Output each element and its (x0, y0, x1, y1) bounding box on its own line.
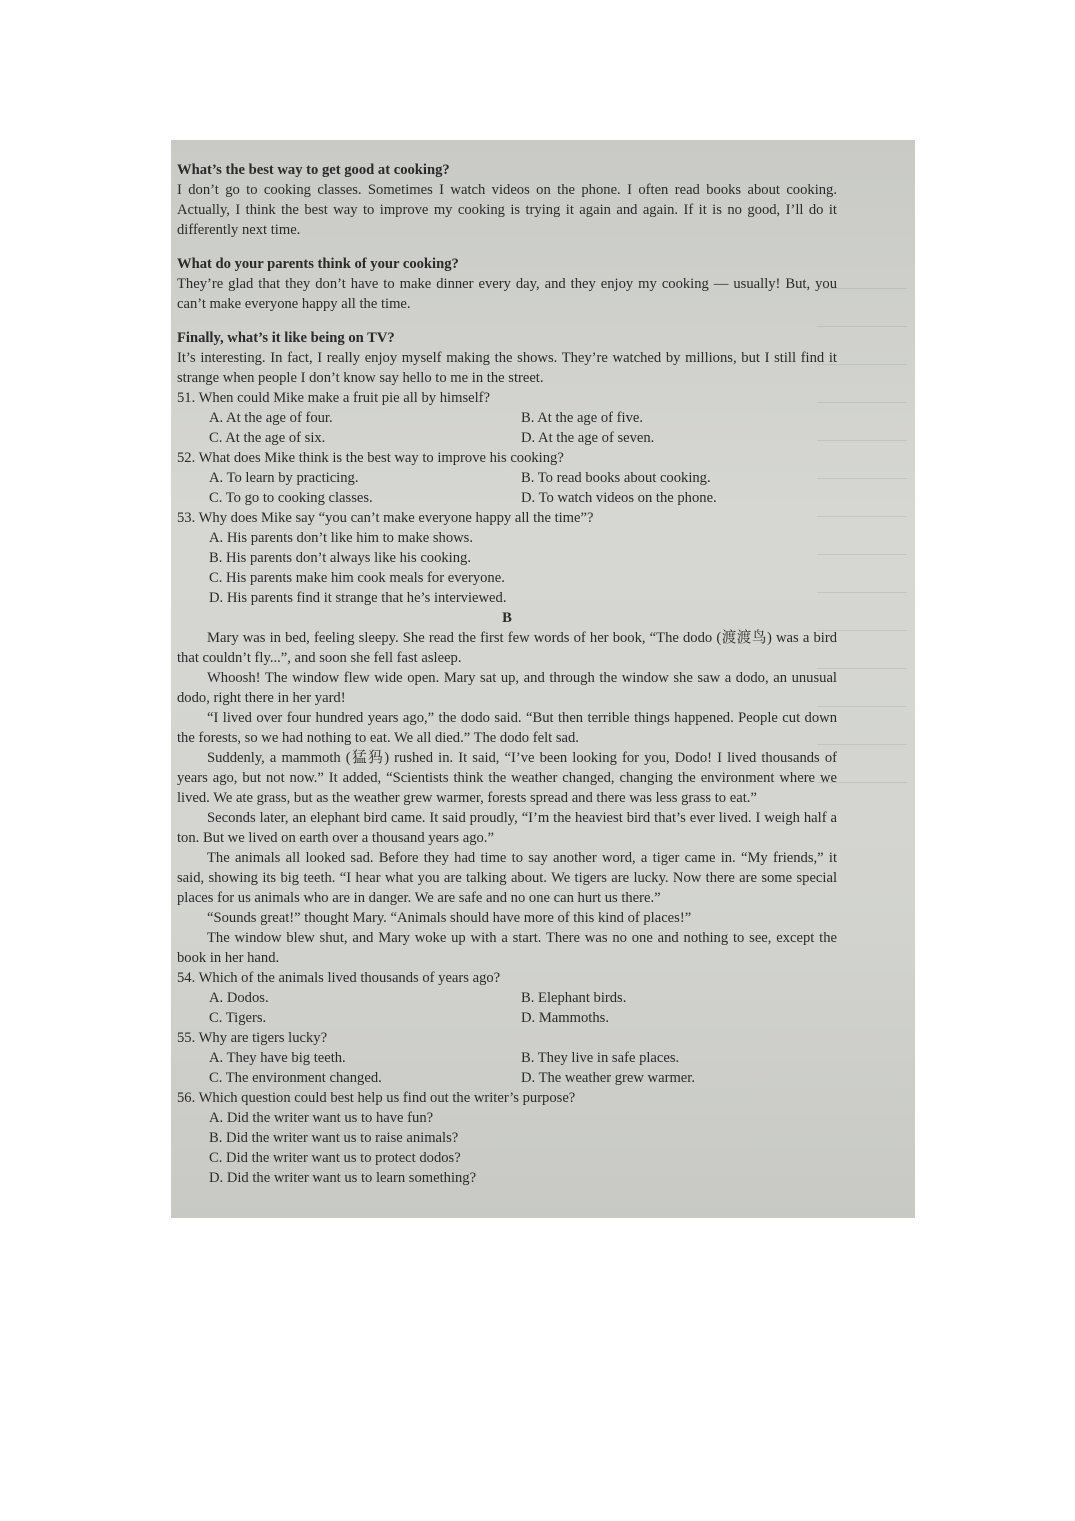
question-56 (177, 1088, 837, 1188)
option-d: D. To watch videos on the phone. (521, 490, 717, 506)
interview-question: What do your parents think of your cooking? (177, 256, 459, 272)
option-a: A. At the age of four. (209, 410, 333, 426)
story-paragraph: Mary was in bed, feeling sleepy. She read the first few words of her book, “The dodo (渡渡鸟) was a bird that couldn’t fly...”, and soon she fell fast asleep. (177, 630, 837, 666)
option-b: B. To read books about cooking. (521, 470, 711, 486)
story-paragraph: The window blew shut, and Mary woke up with a start. There was no one and nothing to see, except the book in her hand. (177, 930, 837, 966)
option-c: C. Tigers. (209, 1010, 267, 1026)
option-a: A. Did the writer want us to have fun? (209, 1110, 434, 1126)
question-stem: 54. Which of the animals lived thousands of years ago? (177, 970, 501, 986)
option-c: C. At the age of six. (209, 430, 326, 446)
question-55 (177, 1028, 837, 1088)
option-d: D. Mammoths. (521, 1010, 609, 1026)
story-paragraph: “Sounds great!” thought Mary. “Animals should have more of this kind of places!” (207, 910, 692, 926)
exam-sheet (177, 154, 837, 1188)
story-passage (177, 628, 837, 968)
question-53 (177, 508, 837, 608)
question-54 (177, 968, 837, 1028)
story-paragraph: The animals all looked sad. Before they had time to say another word, a tiger came in. “My friends,” it said, showing its big teeth. “I hear what you are talking about. We tigers are lucky. Now there are some special places for us animals who are in danger. We are safe and no one can hurt us there.” (177, 850, 837, 906)
question-stem: 53. Why does Mike say “you can’t make everyone happy all the time”? (177, 510, 594, 526)
question-stem: 56. Which question could best help us find out the writer’s purpose? (177, 1090, 576, 1106)
interview-answer: It’s interesting. In fact, I really enjoy myself making the shows. They’re watched by millions, but I still find it strange when people I don’t know say hello to me in the street. (177, 350, 837, 386)
question-stem: 52. What does Mike think is the best way to improve his cooking? (177, 450, 564, 466)
interview-block-2 (177, 254, 837, 314)
question-stem: 51. When could Mike make a fruit pie all by himself? (177, 390, 491, 406)
option-b: B. Did the writer want us to raise animals? (209, 1130, 459, 1146)
story-paragraph: “I lived over four hundred years ago,” the dodo said. “But then terrible things happened. People cut down the forests, so we had nothing to eat. We all died.” The dodo felt sad. (177, 710, 837, 746)
question-52 (177, 448, 837, 508)
option-d: D. At the age of seven. (521, 430, 655, 446)
section-heading-b: B (502, 610, 512, 626)
question-51 (177, 388, 837, 448)
interview-answer: They’re glad that they don’t have to make dinner every day, and they enjoy my cooking — usually! But, you can’t make everyone happy all the time. (177, 276, 837, 312)
exam-page-photo (171, 140, 915, 1218)
option-a: A. They have big teeth. (209, 1050, 346, 1066)
story-paragraph: Seconds later, an elephant bird came. It said proudly, “I’m the heaviest bird that’s ever lived. I weigh half a ton. But we lived on earth over a thousand years ago.” (177, 810, 837, 846)
interview-block-1 (177, 160, 837, 240)
story-paragraph: Whoosh! The window flew wide open. Mary sat up, and through the window she saw a dodo, an unusual dodo, right there in her yard! (177, 670, 837, 706)
option-d: D. The weather grew warmer. (521, 1070, 695, 1086)
option-c: C. The environment changed. (209, 1070, 382, 1086)
option-b: B. At the age of five. (521, 410, 643, 426)
option-b: B. They live in safe places. (521, 1050, 680, 1066)
option-a: A. To learn by practicing. (209, 470, 359, 486)
option-a: A. Dodos. (209, 990, 269, 1006)
story-paragraph: Suddenly, a mammoth (猛犸) rushed in. It said, “I’ve been looking for you, Dodo! I lived thousands of years ago, but not now.” It added, “Scientists think the weather changed, changing the environment where we lived. We ate grass, but as the weather grew warmer, forests spread and there was less grass to eat.” (177, 750, 837, 806)
option-b: B. His parents don’t always like his cooking. (209, 550, 471, 566)
option-d: D. His parents find it strange that he’s interviewed. (209, 590, 507, 606)
option-b: B. Elephant birds. (521, 990, 627, 1006)
question-stem: 55. Why are tigers lucky? (177, 1030, 328, 1046)
interview-question: Finally, what’s it like being on TV? (177, 330, 395, 346)
interview-block-3 (177, 328, 837, 388)
option-a: A. His parents don’t like him to make shows. (209, 530, 474, 546)
option-c: C. His parents make him cook meals for everyone. (209, 570, 505, 586)
option-c: C. To go to cooking classes. (209, 490, 373, 506)
interview-question: What’s the best way to get good at cooking? (177, 162, 450, 178)
option-d: D. Did the writer want us to learn something? (209, 1170, 477, 1186)
option-c: C. Did the writer want us to protect dodos? (209, 1150, 461, 1166)
interview-answer: I don’t go to cooking classes. Sometimes I watch videos on the phone. I often read books about cooking. Actually, I think the best way to improve my cooking is trying it again and again. If it is no good, I’ll do it differently next time. (177, 182, 837, 238)
